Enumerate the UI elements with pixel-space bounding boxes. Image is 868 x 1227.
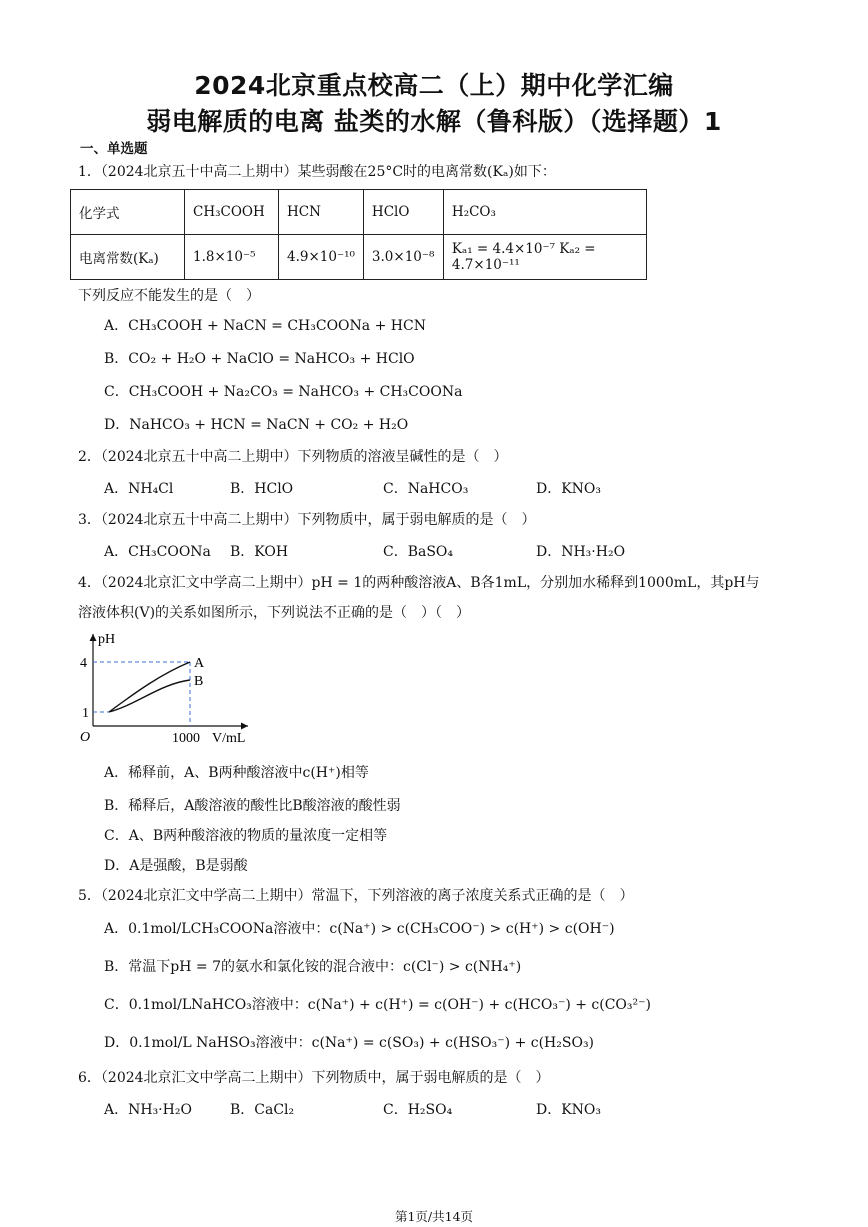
curve-a-label: A: [194, 656, 205, 671]
q3-option-b[interactable]: B．KOH: [230, 544, 289, 560]
table-cell: Kₐ₁ = 4.4×10⁻⁷ Kₐ₂ = 4.7×10⁻¹¹: [443, 235, 646, 280]
q5-option-d[interactable]: D．0.1mol/L NaHSO₃溶液中：c(Na⁺) = c(SO₃) + c(HSO₃⁻) + c(H₂SO₃): [104, 1035, 595, 1051]
q4-stem-line1: 4．（2024北京汇文中学高二上期中）pH = 1的两种酸溶液A、B各1mL，分别加水稀释到1000mL，其pH与: [78, 575, 760, 591]
q2-option-c[interactable]: C．NaHCO₃: [383, 481, 469, 497]
table-row: [71, 235, 647, 280]
y-tick-4: 4: [80, 656, 87, 671]
curve-a: [109, 662, 190, 712]
table-cell: HCN: [279, 190, 364, 235]
curve-b-label: B: [194, 674, 204, 689]
section-title: 一、单选题: [80, 141, 148, 157]
q5-stem: 5．（2024北京汇文中学高二上期中）常温下，下列溶液的离子浓度关系式正确的是（ ）: [78, 888, 634, 904]
y-axis-label: pH: [98, 632, 116, 647]
q6-option-c[interactable]: C．H₂SO₄: [383, 1102, 453, 1118]
q2-stem: 2．（2024北京五十中高二上期中）下列物质的溶液呈碱性的是（ ）: [78, 449, 508, 465]
q1-prompt: 下列反应不能发生的是（ ）: [78, 288, 260, 304]
page-subtitle: 弱电解质的电离 盐类的水解（鲁科版）（选择题）1: [146, 107, 722, 136]
q4-option-b[interactable]: B．稀释后，A酸溶液的酸性比B酸溶液的酸性弱: [104, 798, 401, 814]
q6-option-b[interactable]: B．CaCl₂: [230, 1102, 295, 1118]
q3-stem: 3．（2024北京五十中高二上期中）下列物质中，属于弱电解质的是（ ）: [78, 512, 536, 528]
page-title: 2024北京重点校高二（上）期中化学汇编: [194, 71, 674, 100]
page-number-footer: 第1页/共14页: [394, 1209, 474, 1224]
q6-option-a[interactable]: A．NH₃·H₂O: [104, 1102, 192, 1118]
q6-option-d[interactable]: D．KNO₃: [536, 1102, 602, 1118]
q1-option-a[interactable]: A．CH₃COOH + NaCN = CH₃COONa + HCN: [104, 318, 426, 334]
q1-option-b[interactable]: B．CO₂ + H₂O + NaClO = NaHCO₃ + HClO: [104, 351, 415, 367]
q4-option-a[interactable]: A．稀释前，A、B两种酸溶液中c(H⁺)相等: [104, 765, 369, 781]
q2-option-b[interactable]: B．HClO: [230, 481, 294, 497]
y-tick-1: 1: [82, 706, 89, 721]
table-header-row: [71, 190, 647, 235]
q4-stem-line2: 溶液体积(V)的关系如图所示，下列说法不正确的是（ ）（ ）: [78, 605, 471, 621]
table-cell: 3.0×10⁻⁸: [363, 235, 443, 280]
q1-option-c[interactable]: C．CH₃COOH + Na₂CO₃ = NaHCO₃ + CH₃COONa: [104, 384, 463, 400]
table-cell: 1.8×10⁻⁵: [185, 235, 279, 280]
q1-stem: 1．（2024北京五十中高二上期中）某些弱酸在25°C时的电离常数(Kₐ)如下：: [78, 164, 556, 180]
origin-label: O: [80, 730, 91, 745]
q3-option-a[interactable]: A．CH₃COONa: [104, 544, 211, 560]
curve-b: [109, 680, 190, 712]
q6-stem: 6．（2024北京汇文中学高二上期中）下列物质中，属于弱电解质的是（ ）: [78, 1070, 550, 1086]
q5-option-b[interactable]: B．常温下pH = 7的氨水和氯化铵的混合液中：c(Cl⁻) > c(NH₄⁺): [104, 959, 522, 975]
q3-option-d[interactable]: D．NH₃·H₂O: [536, 544, 626, 560]
table-cell: H₂CO₃: [443, 190, 646, 235]
q5-option-c[interactable]: C．0.1mol/LNaHCO₃溶液中：c(Na⁺) + c(H⁺) = c(OH⁻) + c(HCO₃⁻) + c(CO₃²⁻): [104, 997, 651, 1013]
q2-option-d[interactable]: D．KNO₃: [536, 481, 602, 497]
q4-option-c[interactable]: C．A、B两种酸溶液的物质的量浓度一定相等: [104, 828, 388, 844]
q4-option-d[interactable]: D．A是强酸，B是弱酸: [104, 858, 248, 874]
table-cell: 4.9×10⁻¹⁰: [279, 235, 364, 280]
table-cell: 化学式: [71, 190, 185, 235]
ionization-constant-table: [70, 189, 647, 280]
x-axis-label: V/mL: [212, 731, 246, 746]
table-cell: CH₃COOH: [185, 190, 279, 235]
ph-dilution-graph: [76, 628, 260, 752]
q5-option-a[interactable]: A．0.1mol/LCH₃COONa溶液中：c(Na⁺) > c(CH₃COO⁻) > c(H⁺) > c(OH⁻): [104, 921, 615, 937]
q1-option-d[interactable]: D．NaHCO₃ + HCN = NaCN + CO₂ + H₂O: [104, 417, 409, 433]
table-cell: 电离常数(Kₐ): [71, 235, 185, 280]
x-tick-1000: 1000: [172, 731, 200, 746]
q2-option-a[interactable]: A．NH₄Cl: [104, 481, 174, 497]
table-cell: HClO: [363, 190, 443, 235]
q3-option-c[interactable]: C．BaSO₄: [383, 544, 454, 560]
